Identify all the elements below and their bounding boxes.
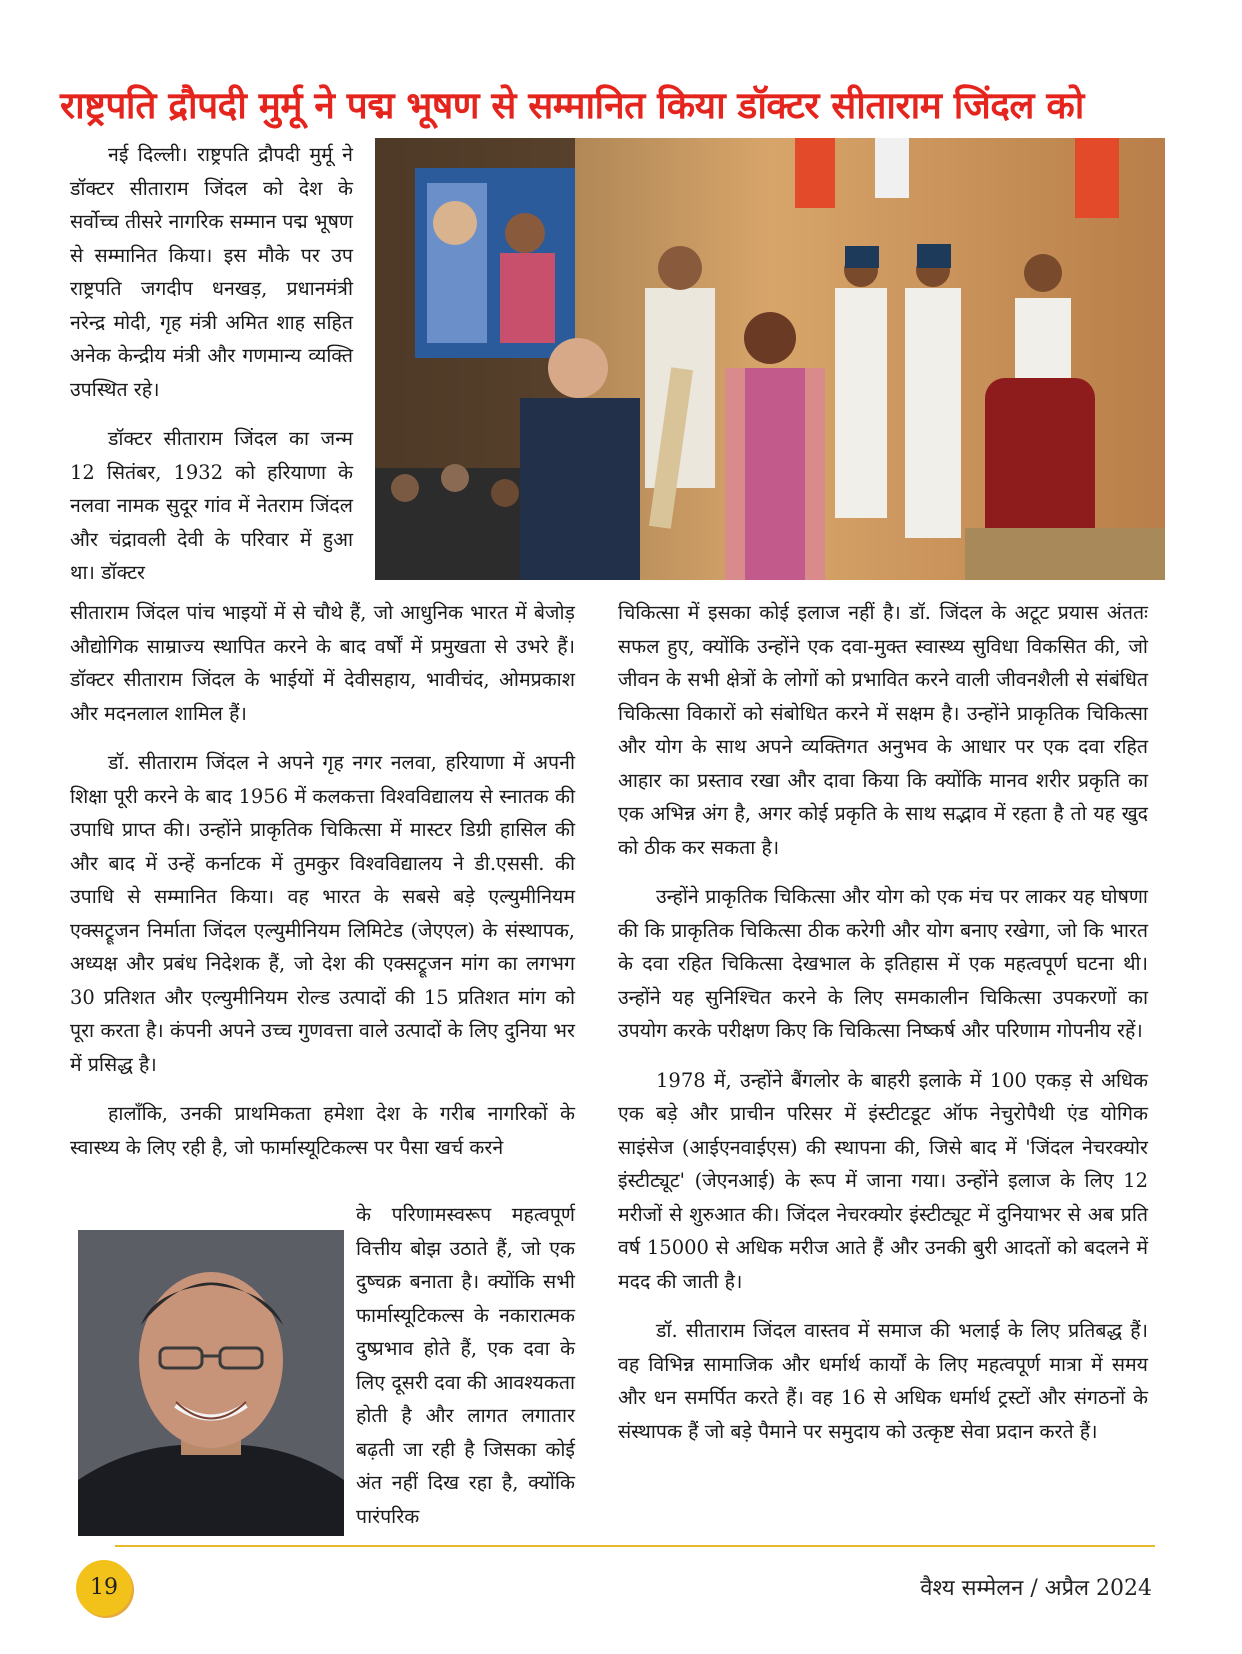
paragraph-birth: डॉक्टर सीताराम जिंदल का जन्म 12 सितंबर, 1932 को हरियाणा के नलवा नामक सुदूर गांव में नेतराम जिंदल और चंद्रावली देवी के परिवार में हुआ था। डॉक्टर [70,427,353,584]
left-column-top [70,138,353,606]
paragraph-education: डॉ. सीताराम जिंदल ने अपने गृह नगर नलवा, हरियाणा में अपनी शिक्षा पूरी करने के बाद 1956 में कलकत्ता विश्वविद्यालय से स्नातक की उपाधि प्राप्त की। उन्होंने प्राकृतिक चिकित्सा में मास्टर डिग्री हासिल की और बाद में उन्हें कर्नाटक में तुमकुर विश्वविद्यालय ने डी.एससी. की उपाधि से सम्मानित किया। वह भारत के सबसे बड़े एल्युमीनियम एक्सट्रूजन निर्माता जिंदल एल्युमीनियम लिमिटेड (जेएएल) के संस्थापक, अध्यक्ष और प्रबंध निदेशक हैं, जो देश की एक्सट्रूजन मांग का लगभग 30 प्रतिशत और एल्युमीनियम रोल्ड उत्पादों की 15 प्रतिशत मांग को पूरा करता है। कंपनी अपने उच्च गुणवत्ता वाले उत्पादों के लिए दुनिया भर में प्रसिद्ध है। [70,751,575,1076]
left-column-bottom [356,1198,575,1549]
page-number-badge: 19 [76,1560,132,1616]
paragraph-naturopathy-yoga: उन्होंने प्राकृतिक चिकित्सा और योग को एक मंच पर लाकर यह घोषणा की कि प्राकृतिक चिकित्सा ठीक करेगी और योग बनाए रखेगा, जो कि भारत के दवा रहित चिकित्सा देखभाल के इतिहास में एक महत्वपूर्ण घटना थी। उन्होंने यह सुनिश्चित करने के लिए समकालीन चिकित्सा उपकरणों का उपयोग करके परीक्षण किए कि चिकित्सा निष्कर्ष और परिणाम गोपनीय रहें। [618,885,1148,1042]
paragraph-intro: नई दिल्ली। राष्ट्रपति द्रौपदी मुर्मू ने डॉक्टर सीताराम जिंदल को देश के सर्वोच्च तीसरे नागरिक सम्मान पद्म भूषण से सम्मानित किया। इस मौके पर उप राष्ट्रपति जगदीप धनखड़, प्रधानमंत्री नरेन्द्र मोदी, गृह मंत्री अमित शाह सहित अनेक केन्द्रीय मंत्री और गणमान्य व्यक्ति उपस्थित रहे। [70,143,353,401]
publication-footer: वैश्य सम्मेलन / अप्रैल 2024 [920,1576,1152,1601]
portrait-photo [78,1230,344,1536]
paragraph-institute: 1978 में, उन्होंने बैंगलोर के बाहरी इलाके में 100 एकड़ से अधिक एक बड़े और प्राचीन परिसर में इंस्टीटडूट ऑफ नेचुरोपैथी एंड योगिक साइंसेज (आईएनवाईएस) की स्थापना की, जिसे बाद में 'जिंदल नेचरक्योर इंस्टीट्यूट' (जेएनआई) के रूप में जाना गया। उन्होंने इलाज के लिए 12 मरीजों से शुरुआत की। जिंदल नेचरक्योर इंस्टीट्यूट में दुनियाभर से अब प्रति वर्ष 15000 से अधिक मरीज आते हैं और उनकी बुरी आदतों को बदलने में मदद की जाती है। [618,1068,1148,1293]
award-ceremony-photo [375,138,1165,580]
footer-rule [115,1545,1155,1547]
left-column-middle [70,596,575,1180]
article-headline: राष्ट्रपति द्रौपदी मुर्मू ने पद्म भूषण से सम्मानित किया डॉक्टर सीताराम जिंदल को [60,84,1084,127]
right-column [618,596,1148,1464]
paragraph-priority: हालाँकि, उनकी प्राथमिकता हमेशा देश के गरीब नागरिकों के स्वास्थ्य के लिए रही है, जो फार्मास्यूटिकल्स पर पैसा खर्च करने [70,1102,575,1159]
paragraph-treatment: चिकित्सा में इसका कोई इलाज नहीं है। डॉ. जिंदल के अटूट प्रयास अंततः सफल हुए, क्योंकि उन्होंने एक दवा-मुक्त स्वास्थ्य सुविधा विकसित की, जो जीवन के सभी क्षेत्रों के लोगों को प्रभावित करने वाली जीवनशैली से संबंधित चिकित्सा विकारों को संबोधित करने में सक्षम है। उन्होंने प्राकृतिक चिकित्सा और योग के साथ अपने व्यक्तिगत अनुभव के आधार पर एक दवा रहित आहार का प्रस्ताव रखा और दावा किया कि क्योंकि मानव शरीर प्रकृति का एक अभिन्न अंग है, अगर कोई प्रकृति के साथ सद्भाव में रहता है तो यह खुद को ठीक कर सकता है। [618,601,1148,859]
paragraph-birth-continued: सीताराम जिंदल पांच भाइयों में से चौथे हैं, जो आधुनिक भारत में बेजोड़ औद्योगिक साम्राज्य स्थापित करने के बाद वर्षों में प्रमुखता से उभरे हैं। डॉक्टर सीताराम जिंदल के भाईयों में देवीसहाय, भावीचंद, ओमप्रकाश और मदनलाल शामिल हैं। [70,601,575,725]
paragraph-priority-continued: के परिणामस्वरूप महत्वपूर्ण वित्तीय बोझ उठाते हैं, जो एक दुष्चक्र बनाता है। क्योंकि सभी फार्मास्यूटिकल्स के नकारात्मक दुष्प्रभाव होते हैं, एक दवा के लिए दूसरी दवा की आवश्यकता होती है और लागत लगातार बढ़ती जा रही है जिसका कोई अंत नहीं दिख रहा है, क्योंकि पारंपरिक [356,1203,575,1528]
paragraph-charity: डॉ. सीताराम जिंदल वास्तव में समाज की भलाई के लिए प्रतिबद्ध हैं। वह विभिन्न सामाजिक और धर्मार्थ कार्यों के लिए महत्वपूर्ण मात्रा में समय और धन समर्पित करते हैं। वह 16 से अधिक धर्मार्थ ट्रस्टों और संगठनों के संस्थापक हैं जो बड़े पैमाने पर समुदाय को उत्कृष्ट सेवा प्रदान करते हैं। [618,1319,1148,1443]
